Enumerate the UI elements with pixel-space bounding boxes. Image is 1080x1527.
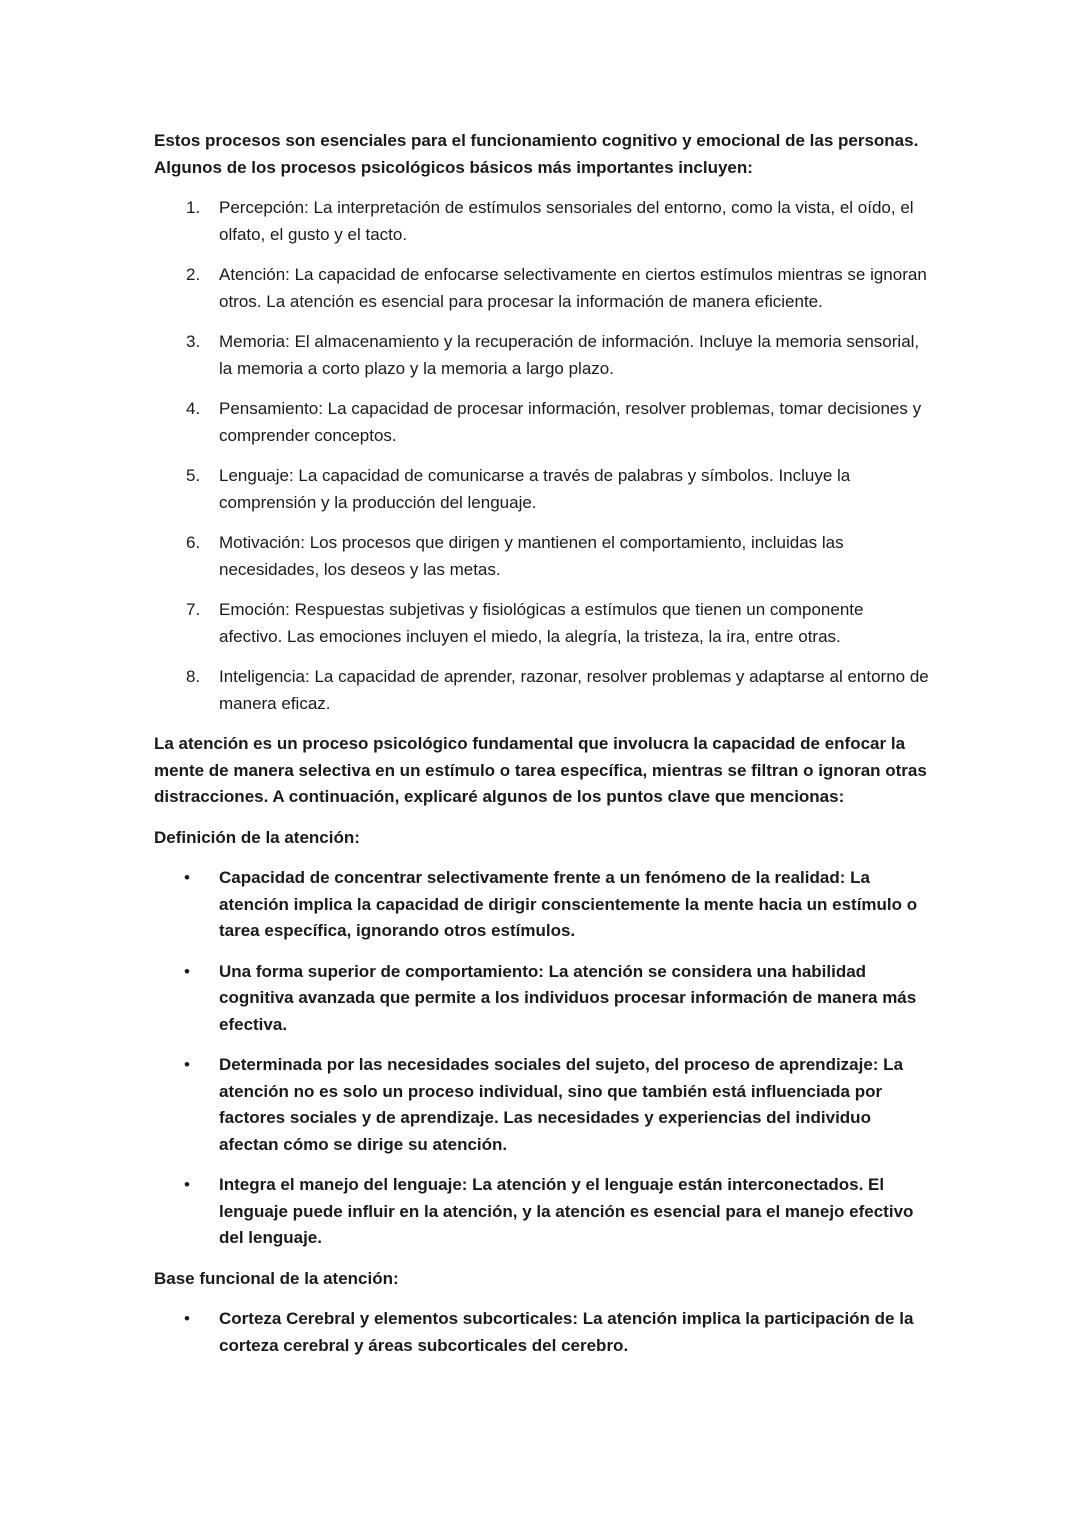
intro-paragraph	[154, 128, 930, 181]
definition-heading: Definición de la atención:	[154, 827, 360, 847]
list-item	[154, 463, 930, 516]
list-item	[154, 959, 930, 1039]
intro-line-1: Estos procesos son esenciales para el funcionamiento cognitivo y emocional de las personas.	[154, 131, 919, 150]
list-number: 5.	[186, 466, 201, 485]
bullet-icon: •	[184, 961, 190, 981]
bullet-icon: •	[184, 868, 190, 887]
list-number: 8.	[186, 667, 201, 686]
list-item	[154, 530, 930, 583]
list-item-text: Motivación: Los procesos que dirigen y mantienen el comportamiento, incluidas las necesidades, los deseos y las metas.	[219, 533, 844, 579]
functional-base-list	[154, 1306, 930, 1359]
processes-list	[154, 195, 930, 717]
list-item-text: Corteza Cerebral y elementos subcorticales: La atención implica la participación de la corteza cerebral y áreas subcorticales del cerebro.	[219, 1309, 914, 1355]
list-item-text: Percepción: La interpretación de estímulos sensoriales del entorno, como la vista, el oído, el olfato, el gusto y el tacto.	[219, 198, 914, 244]
list-item-text: Capacidad de concentrar selectivamente frente a un fenómeno de la realidad: La atención implica la capacidad de dirigir conscientemente la mente hacia un estímulo o tarea específica, ignorando otros estímulos.	[219, 868, 918, 940]
bullet-icon: •	[184, 1175, 190, 1194]
list-item-text: Lenguaje: La capacidad de comunicarse a través de palabras y símbolos. Incluye la comprensión y la producción del lenguaje.	[219, 466, 851, 512]
list-number: 3.	[186, 332, 201, 351]
list-number: 1.	[186, 198, 201, 217]
list-item	[154, 664, 930, 717]
list-item	[154, 865, 930, 945]
functional-base-heading: Base funcional de la atención:	[154, 1268, 399, 1288]
list-item-text: Una forma superior de comportamiento: La atención se considera una habilidad cognitiva avanzada que permite a los individuos procesar información de manera más efectiva.	[219, 961, 917, 1034]
list-number: 4.	[186, 399, 201, 418]
list-item	[154, 262, 930, 315]
list-item	[154, 396, 930, 449]
list-item-text: Memoria: El almacenamiento y la recuperación de información. Incluye la memoria sensorial, la memoria a corto plazo y la memoria a largo plazo.	[219, 332, 920, 378]
list-item-text: Pensamiento: La capacidad de procesar información, resolver problemas, tomar decisiones y comprender conceptos.	[219, 399, 922, 445]
list-item-text: Inteligencia: La capacidad de aprender, razonar, resolver problemas y adaptarse al entorno de manera eficaz.	[219, 667, 929, 713]
list-item	[154, 329, 930, 382]
attention-paragraph: La atención es un proceso psicológico fundamental que involucra la capacidad de enfocar la mente de manera selectiva en un estímulo o tarea específica, mientras se filtran o ignoran otras distracciones. A continuación, explicaré algunos de los puntos clave que mencionas:	[154, 734, 927, 806]
bullet-icon: •	[184, 1055, 190, 1074]
list-item	[154, 597, 930, 650]
list-item	[154, 1306, 930, 1359]
intro-line-2: Algunos de los procesos psicológicos básicos más importantes incluyen:	[154, 157, 753, 177]
bullet-icon: •	[184, 1309, 190, 1328]
list-item-text: Integra el manejo del lenguaje: La atención y el lenguaje están interconectados. El lenguaje puede influir en la atención, y la atención es esencial para el manejo efectivo del lenguaje.	[219, 1175, 914, 1247]
list-item	[154, 1052, 930, 1158]
list-item-text: Atención: La capacidad de enfocarse selectivamente en ciertos estímulos mientras se ignoran otros. La atención es esencial para procesar la información de manera eficiente.	[219, 265, 927, 311]
list-item-text: Emoción: Respuestas subjetivas y fisiológicas a estímulos que tienen un componente afectivo. Las emociones incluyen el miedo, la alegría, la tristeza, la ira, entre otras.	[219, 600, 864, 646]
definition-list	[154, 865, 930, 1252]
list-item	[154, 1172, 930, 1252]
list-number: 2.	[186, 265, 201, 284]
list-number: 6.	[186, 533, 201, 552]
list-number: 7.	[186, 600, 201, 619]
list-item-text: Determinada por las necesidades sociales del sujeto, del proceso de aprendizaje: La atención no es solo un proceso individual, sino que también está influenciada por factores sociales y de aprendizaje. Las necesidades y experiencias del individuo afectan cómo se dirige su atención.	[219, 1055, 904, 1154]
list-item	[154, 195, 930, 248]
